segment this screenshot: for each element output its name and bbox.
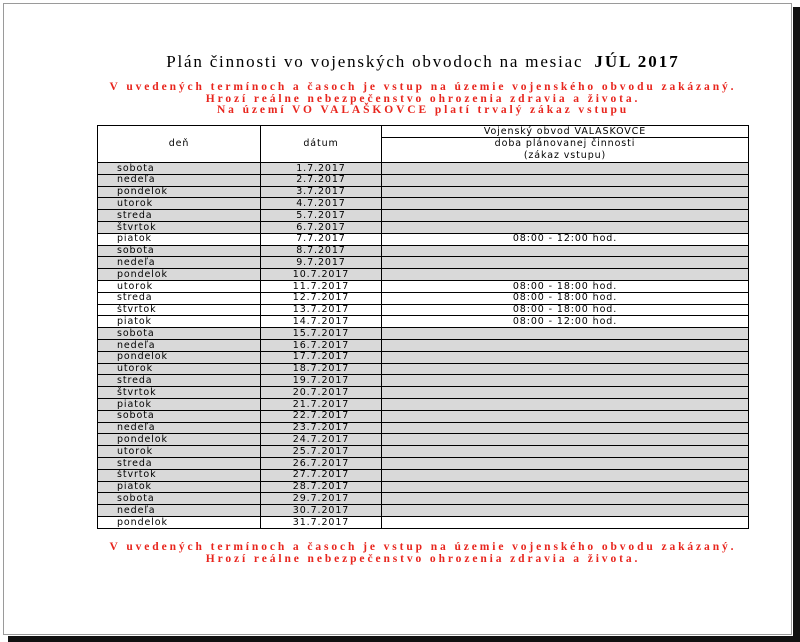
date-cell: 3.7.2017	[261, 187, 382, 199]
activity-time-cell	[382, 246, 749, 258]
activity-time-cell	[382, 198, 749, 210]
schedule-table	[97, 125, 749, 529]
activity-time-cell	[382, 269, 749, 281]
activity-time-cell	[382, 340, 749, 352]
day-cell: pondelok	[98, 434, 261, 446]
warning-bottom	[73, 542, 773, 565]
activity-time-cell: 08:00 - 18:00 hod.	[382, 293, 749, 305]
day-cell: streda	[98, 293, 261, 305]
activity-time-cell	[382, 375, 749, 387]
date-cell: 14.7.2017	[261, 316, 382, 328]
date-cell: 11.7.2017	[261, 281, 382, 293]
date-cell: 17.7.2017	[261, 352, 382, 364]
activity-time-cell	[382, 364, 749, 376]
date-cell: 25.7.2017	[261, 446, 382, 458]
header-activity-note: (zákaz vstupu)	[523, 150, 607, 161]
activity-time-cell: 08:00 - 18:00 hod.	[382, 305, 749, 317]
activity-time-cell	[382, 163, 749, 175]
day-cell: utorok	[98, 198, 261, 210]
date-cell: 10.7.2017	[261, 269, 382, 281]
day-cell: utorok	[98, 446, 261, 458]
day-cell: piatok	[98, 482, 261, 494]
date-cell: 1.7.2017	[261, 163, 382, 175]
activity-time-cell: 08:00 - 18:00 hod.	[382, 281, 749, 293]
title-month: JÚL 2017	[594, 52, 680, 71]
activity-time-cell	[382, 446, 749, 458]
activity-time-cell	[382, 493, 749, 505]
date-cell: 19.7.2017	[261, 375, 382, 387]
activity-time-cell	[382, 434, 749, 446]
warning-top	[73, 82, 773, 117]
activity-time-cell: 08:00 - 12:00 hod.	[382, 316, 749, 328]
date-cell: 27.7.2017	[261, 470, 382, 482]
activity-time-cell	[382, 411, 749, 423]
date-cell: 9.7.2017	[261, 257, 382, 269]
header-activity	[382, 138, 749, 163]
activity-time-cell	[382, 257, 749, 269]
day-cell: piatok	[98, 234, 261, 246]
activity-time-cell	[382, 458, 749, 470]
activity-time-cell	[382, 175, 749, 187]
day-cell: nedeľa	[98, 257, 261, 269]
activity-time-cell	[382, 387, 749, 399]
day-cell: streda	[98, 375, 261, 387]
header-activity-label: doba plánovanej činnosti	[494, 138, 636, 149]
title-text: Plán činnosti vo vojenských obvodoch na mesiac	[166, 52, 584, 71]
date-cell: 26.7.2017	[261, 458, 382, 470]
activity-time-cell	[382, 505, 749, 517]
day-cell: utorok	[98, 364, 261, 376]
date-cell: 2.7.2017	[261, 175, 382, 187]
date-cell: 4.7.2017	[261, 198, 382, 210]
page-shadow-bottom	[8, 636, 800, 642]
date-cell: 6.7.2017	[261, 222, 382, 234]
header-day: deň	[98, 126, 261, 163]
date-cell: 31.7.2017	[261, 517, 382, 529]
day-cell: sobota	[98, 493, 261, 505]
day-cell: pondelok	[98, 352, 261, 364]
warning-top-line-3: Na území VO VALAŠKOVCE platí trvalý zákaz vstupu	[216, 104, 630, 116]
activity-time-cell	[382, 399, 749, 411]
date-cell: 7.7.2017	[261, 234, 382, 246]
date-cell: 28.7.2017	[261, 482, 382, 494]
warning-bottom-line-2: Hrozí reálne nebezpečenstvo ohrozenia zdravia a života.	[205, 552, 641, 565]
day-cell: piatok	[98, 399, 261, 411]
activity-time-cell	[382, 423, 749, 435]
day-cell: nedeľa	[98, 340, 261, 352]
day-cell: piatok	[98, 316, 261, 328]
activity-time-cell	[382, 470, 749, 482]
header-area: Vojenský obvod VALAŠKOVCE	[382, 126, 749, 138]
date-cell: 30.7.2017	[261, 505, 382, 517]
date-cell: 24.7.2017	[261, 434, 382, 446]
activity-time-cell	[382, 328, 749, 340]
date-cell: 8.7.2017	[261, 246, 382, 258]
day-cell: štvrtok	[98, 222, 261, 234]
activity-time-cell	[382, 352, 749, 364]
date-cell: 29.7.2017	[261, 493, 382, 505]
date-cell: 13.7.2017	[261, 305, 382, 317]
activity-time-cell	[382, 482, 749, 494]
activity-time-cell	[382, 187, 749, 199]
day-cell: pondelok	[98, 269, 261, 281]
page-shadow-right	[793, 7, 800, 642]
day-cell: streda	[98, 458, 261, 470]
day-cell: streda	[98, 210, 261, 222]
date-cell: 20.7.2017	[261, 387, 382, 399]
activity-time-cell	[382, 517, 749, 529]
day-cell: sobota	[98, 411, 261, 423]
day-cell: nedeľa	[98, 175, 261, 187]
activity-time-cell: 08:00 - 12:00 hod.	[382, 234, 749, 246]
activity-time-cell	[382, 210, 749, 222]
day-cell: štvrtok	[98, 305, 261, 317]
day-cell: pondelok	[98, 187, 261, 199]
date-cell: 23.7.2017	[261, 423, 382, 435]
warning-top-line-2: Hrozí reálne nebezpečenstvo ohrozenia zdravia a života.	[205, 92, 641, 105]
header-date: dátum	[261, 126, 382, 163]
day-cell: sobota	[98, 163, 261, 175]
day-cell: utorok	[98, 281, 261, 293]
warning-bottom-line-1: V uvedených termínoch a časoch je vstup na územie vojenského obvodu zakázaný.	[109, 541, 737, 553]
activity-time-cell	[382, 222, 749, 234]
date-cell: 22.7.2017	[261, 411, 382, 423]
day-cell: nedeľa	[98, 423, 261, 435]
date-cell: 5.7.2017	[261, 210, 382, 222]
warning-top-line-1: V uvedených termínoch a časoch je vstup na územie vojenského obvodu zakázaný.	[109, 81, 737, 93]
date-cell: 21.7.2017	[261, 399, 382, 411]
day-cell: štvrtok	[98, 387, 261, 399]
day-cell: štvrtok	[98, 470, 261, 482]
date-cell: 12.7.2017	[261, 293, 382, 305]
document-title	[73, 53, 773, 71]
day-cell: sobota	[98, 328, 261, 340]
date-cell: 16.7.2017	[261, 340, 382, 352]
date-cell: 15.7.2017	[261, 328, 382, 340]
day-cell: pondelok	[98, 517, 261, 529]
day-cell: nedeľa	[98, 505, 261, 517]
day-cell: sobota	[98, 246, 261, 258]
date-cell: 18.7.2017	[261, 364, 382, 376]
